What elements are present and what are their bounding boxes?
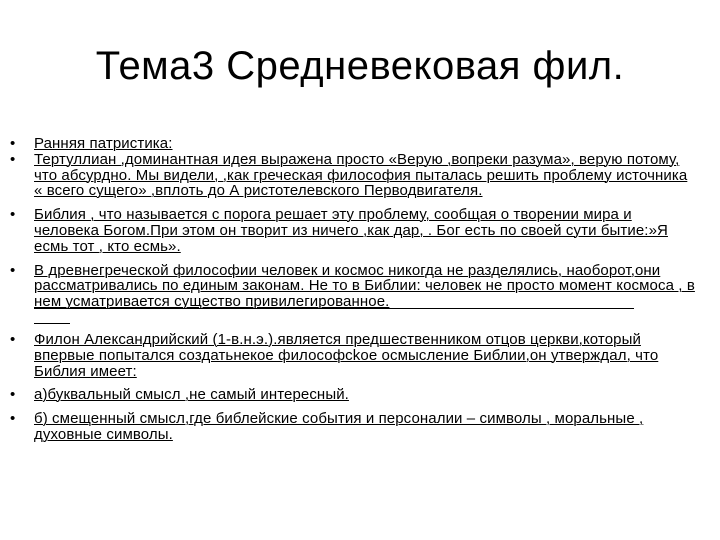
bullet-text: б) смещенный смысл,где библейские события и персоналии – символы , моральные , духовные символы. [34,410,644,443]
list-item [10,207,700,254]
bullet-icon: • [10,261,16,279]
list-item [10,136,700,152]
bullet-icon: • [10,135,16,152]
list-item [10,387,700,403]
bullet-text: а)буквальный смысл ,не самый интересный. [34,386,349,404]
list-item [10,332,700,379]
bullet-list [10,136,700,443]
bullet-text: В древнегреческой философии человек и космос никогда не разделялись, наоборот,они рассматривались по единым законам. Не то в Библии: человек не просто момент космоса , в нем усматривается существо привилегированное. [34,261,695,311]
bullet-icon: • [10,330,16,348]
bullet-icon: • [10,150,16,168]
bullet-text: Филон Александрийский (1-в.н.э.).является предшественником отцов церкви,который впервые попытался создатьнекое философсkое осмысление Библии,он утверждал, что Библия имеет: [34,330,659,380]
bullet-icon: • [10,410,16,428]
list-item [10,263,700,324]
divider-line [34,323,70,324]
list-item [10,411,700,443]
bullet-text: Ранняя патристика: [34,135,173,152]
bullet-icon: • [10,386,16,404]
bullet-text: Тертуллиан ,доминантная идея выражена просто «Верую ,вопреки разума», верую потому, что абсурдно. Мы видели, ,как греческая философия пыталась решить проблему источника « всего сущего» ,вплоть до А ристотелевского Перводвигателя. [34,150,688,200]
list-item [10,152,700,199]
bullet-text: Библия , что называется с порога решает эту проблему, сообщая о творении мира и человека Богом.При этом он творит из ничего ,как дар, . Бог есть по своей сути бытие:»Я есмь тот , кто есмь». [34,206,668,255]
slide-title: Тема3 Средневековая фил. [95,44,625,88]
bullet-icon: • [10,206,16,224]
